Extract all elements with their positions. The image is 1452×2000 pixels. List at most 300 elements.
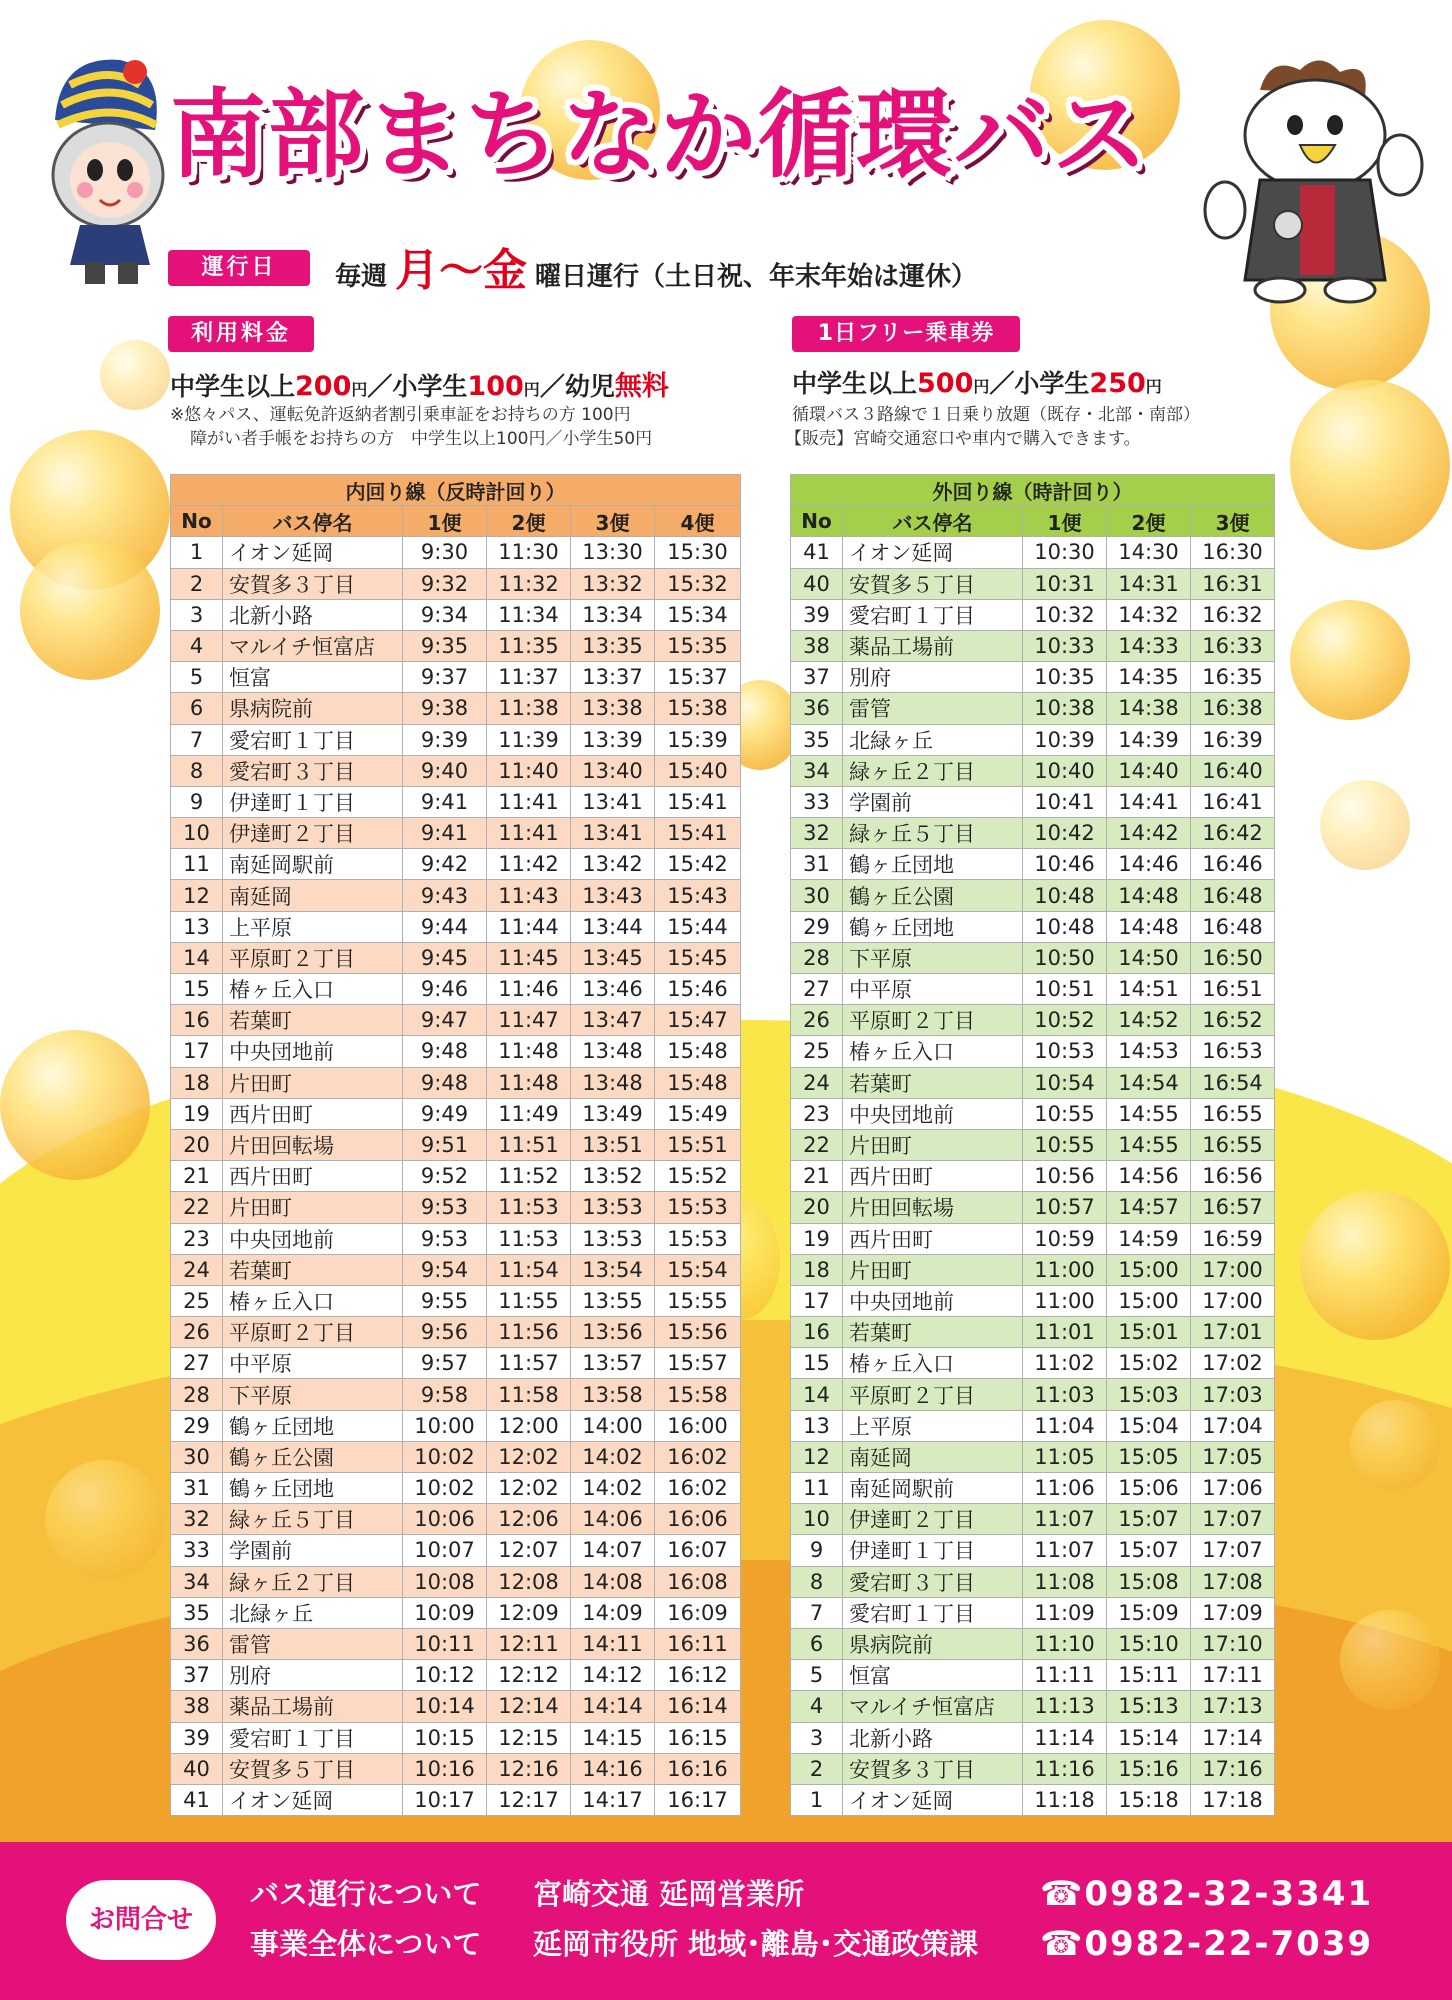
departure-time: 14:11 [571,1628,655,1659]
departure-time: 10:08 [403,1566,487,1597]
pass-label-elementary: ／小学生 [989,369,1090,398]
departure-time: 16:02 [655,1473,741,1504]
table-row [171,599,741,630]
stop-name: 若葉町 [223,1005,403,1036]
departure-time: 11:40 [487,755,571,786]
fare-infant-price: 無料 [614,371,669,402]
table-row [171,1067,741,1098]
stop-number: 20 [791,1192,843,1223]
decor-bubble [45,1460,165,1580]
departure-time: 10:42 [1023,818,1107,849]
departure-time: 10:48 [1023,911,1107,942]
stop-name: 雷管 [223,1628,403,1659]
departure-time: 11:42 [487,849,571,880]
stop-number: 3 [171,599,223,630]
stop-number: 36 [791,693,843,724]
table-row [171,1784,741,1815]
pass-note-1: 循環バス３路線で１日乗り放題（既存・北部・南部） [792,405,1200,425]
stop-number: 21 [171,1161,223,1192]
column-header: 3便 [571,506,655,537]
stop-number: 10 [791,1504,843,1535]
stop-name: 中平原 [223,1348,403,1379]
departure-time: 14:48 [1107,911,1191,942]
pass-label-junior: 中学生以上 [792,369,918,398]
operation-suffix: 曜日運行（土日祝、年末年始は運休） [535,262,978,292]
column-header: 1便 [1023,506,1107,537]
departure-time: 14:53 [1107,1036,1191,1067]
stop-number: 28 [171,1379,223,1410]
departure-time: 15:02 [1107,1348,1191,1379]
stop-number: 34 [171,1566,223,1597]
departure-time: 14:52 [1107,1005,1191,1036]
operation-line [335,243,977,299]
table-row [791,630,1275,661]
departure-time: 14:07 [571,1535,655,1566]
departure-time: 14:50 [1107,942,1191,973]
departure-time: 14:46 [1107,849,1191,880]
stop-number: 39 [171,1722,223,1753]
departure-time: 10:32 [1023,599,1107,630]
departure-time: 10:48 [1023,880,1107,911]
stop-name: イオン延岡 [843,537,1023,568]
departure-time: 14:06 [571,1504,655,1535]
departure-time: 11:13 [1023,1691,1107,1722]
departure-time: 11:38 [487,693,571,724]
departure-time: 14:12 [571,1660,655,1691]
departure-time: 14:16 [571,1753,655,1784]
fare-label-infant: ／幼児 [539,372,615,401]
pass-junior-price: 500 [917,368,974,399]
departure-time: 14:32 [1107,599,1191,630]
departure-time: 11:39 [487,724,571,755]
table-row [171,1036,741,1067]
departure-time: 15:35 [655,630,741,661]
departure-time: 13:32 [571,568,655,599]
stop-number: 16 [791,1317,843,1348]
stop-name: 学園前 [223,1535,403,1566]
departure-time: 12:07 [487,1535,571,1566]
stop-name: 県病院前 [223,693,403,724]
table-row [171,1504,741,1535]
column-header: バス停名 [843,506,1023,537]
departure-time: 13:46 [571,974,655,1005]
stop-number: 6 [171,693,223,724]
departure-time: 11:09 [1023,1597,1107,1628]
departure-time: 15:53 [655,1223,741,1254]
table-row [171,1441,741,1472]
stop-number: 26 [791,1005,843,1036]
departure-time: 17:06 [1191,1473,1275,1504]
outer-loop-caption: 外回り線（時計回り） [791,475,1275,506]
table-row [791,1784,1275,1815]
stop-number: 8 [171,755,223,786]
yen-unit: 円 [1145,377,1162,396]
decor-bubble [1300,1190,1450,1340]
departure-time: 11:14 [1023,1722,1107,1753]
departure-time: 15:00 [1107,1285,1191,1316]
stop-number: 6 [791,1628,843,1659]
stop-number: 13 [791,1410,843,1441]
table-row [791,1129,1275,1160]
departure-time: 9:39 [403,724,487,755]
stop-name: 椿ヶ丘入口 [223,974,403,1005]
stop-name: イオン延岡 [223,1784,403,1815]
decor-bubble [1350,1400,1440,1490]
departure-time: 10:55 [1023,1129,1107,1160]
stop-number: 40 [171,1753,223,1784]
stop-number: 33 [791,786,843,817]
departure-time: 16:41 [1191,786,1275,817]
departure-time: 15:54 [655,1254,741,1285]
departure-time: 11:43 [487,880,571,911]
table-row [791,1691,1275,1722]
stop-number: 41 [791,537,843,568]
table-row [171,942,741,973]
departure-time: 13:41 [571,818,655,849]
departure-time: 12:00 [487,1410,571,1441]
stop-name: 愛宕町３丁目 [843,1566,1023,1597]
departure-time: 16:30 [1191,537,1275,568]
stop-number: 5 [791,1660,843,1691]
stop-name: イオン延岡 [223,537,403,568]
departure-time: 12:17 [487,1784,571,1815]
fare-note-1: ※悠々パス、運転免許返納者割引乗車証をお持ちの方 100円 [170,405,631,425]
departure-time: 13:48 [571,1036,655,1067]
table-row [791,1504,1275,1535]
departure-time: 16:14 [655,1691,741,1722]
departure-time: 17:18 [1191,1784,1275,1815]
departure-time: 10:02 [403,1441,487,1472]
departure-time: 12:09 [487,1597,571,1628]
departure-time: 16:55 [1191,1098,1275,1129]
stop-name: 北緑ヶ丘 [223,1597,403,1628]
departure-time: 11:07 [1023,1504,1107,1535]
departure-time: 9:41 [403,786,487,817]
table-row [791,974,1275,1005]
departure-time: 11:54 [487,1254,571,1285]
stop-number: 26 [171,1317,223,1348]
table-row [791,1285,1275,1316]
table-row [791,1441,1275,1472]
departure-time: 10:59 [1023,1223,1107,1254]
table-row [171,1566,741,1597]
departure-time: 10:00 [403,1410,487,1441]
departure-time: 13:44 [571,911,655,942]
departure-time: 15:16 [1107,1753,1191,1784]
table-row [171,724,741,755]
departure-time: 16:08 [655,1566,741,1597]
departure-time: 14:08 [571,1566,655,1597]
departure-time: 11:45 [487,942,571,973]
table-row [171,693,741,724]
stop-name: 恒富 [843,1660,1023,1691]
departure-time: 14:54 [1107,1067,1191,1098]
stop-number: 29 [171,1410,223,1441]
operation-tag: 運行日 [168,250,310,286]
departure-time: 9:51 [403,1129,487,1160]
table-row [171,911,741,942]
departure-time: 16:12 [655,1660,741,1691]
pass-note-2: 【販売】宮崎交通窓口や車内で購入できます。 [785,429,1141,449]
departure-time: 17:16 [1191,1753,1275,1784]
departure-time: 17:00 [1191,1254,1275,1285]
departure-time: 11:00 [1023,1254,1107,1285]
departure-time: 15:40 [655,755,741,786]
departure-time: 9:30 [403,537,487,568]
stop-name: 下平原 [843,942,1023,973]
stop-number: 9 [791,1535,843,1566]
stop-name: 平原町２丁目 [843,1379,1023,1410]
mascot-left-illustration [40,50,180,290]
table-row [171,974,741,1005]
departure-time: 11:49 [487,1098,571,1129]
stop-name: 愛宕町１丁目 [223,1722,403,1753]
departure-time: 10:17 [403,1784,487,1815]
departure-time: 11:34 [487,599,571,630]
stop-name: 薬品工場前 [223,1691,403,1722]
departure-time: 15:45 [655,942,741,973]
stop-number: 14 [171,942,223,973]
departure-time: 9:48 [403,1036,487,1067]
stop-number: 19 [791,1223,843,1254]
departure-time: 10:56 [1023,1161,1107,1192]
stop-name: 平原町２丁目 [843,1005,1023,1036]
stop-number: 20 [171,1129,223,1160]
departure-time: 10:31 [1023,568,1107,599]
stop-name: 伊達町１丁目 [843,1535,1023,1566]
departure-time: 16:42 [1191,818,1275,849]
departure-time: 13:51 [571,1129,655,1160]
departure-time: 12:02 [487,1473,571,1504]
stop-number: 33 [171,1535,223,1566]
stop-name: 愛宕町１丁目 [843,599,1023,630]
departure-time: 14:17 [571,1784,655,1815]
inner-loop-timetable [170,474,741,1816]
stop-number: 15 [791,1348,843,1379]
departure-time: 16:48 [1191,911,1275,942]
departure-time: 9:56 [403,1317,487,1348]
column-header: No [791,506,843,537]
departure-time: 13:53 [571,1223,655,1254]
departure-time: 11:41 [487,786,571,817]
departure-time: 16:53 [1191,1036,1275,1067]
departure-time: 10:39 [1023,724,1107,755]
departure-time: 11:02 [1023,1348,1107,1379]
stop-number: 35 [171,1597,223,1628]
departure-time: 10:09 [403,1597,487,1628]
departure-time: 14:55 [1107,1129,1191,1160]
fare-label-junior: 中学生以上 [170,372,296,401]
departure-time: 17:10 [1191,1628,1275,1659]
decor-bubble [100,340,170,410]
departure-time: 13:43 [571,880,655,911]
stop-number: 27 [171,1348,223,1379]
departure-time: 11:32 [487,568,571,599]
stop-name: 伊達町２丁目 [223,818,403,849]
departure-time: 11:16 [1023,1753,1107,1784]
table-row [171,1410,741,1441]
table-row [171,630,741,661]
departure-time: 15:10 [1107,1628,1191,1659]
departure-time: 10:30 [1023,537,1107,568]
table-row [171,1597,741,1628]
departure-time: 15:43 [655,880,741,911]
stop-number: 19 [171,1098,223,1129]
stop-name: 安賀多３丁目 [843,1753,1023,1784]
departure-time: 13:54 [571,1254,655,1285]
stop-name: 南延岡駅前 [223,849,403,880]
contact-row2-org: 延岡市役所 地域･離島･交通政策課 [533,1927,979,1961]
departure-time: 15:41 [655,818,741,849]
stop-number: 1 [791,1784,843,1815]
departure-time: 17:07 [1191,1504,1275,1535]
departure-time: 11:03 [1023,1379,1107,1410]
stop-name: 緑ヶ丘２丁目 [843,755,1023,786]
departure-time: 17:03 [1191,1379,1275,1410]
stop-number: 22 [171,1192,223,1223]
table-row [791,1223,1275,1254]
departure-time: 9:32 [403,568,487,599]
departure-time: 14:48 [1107,880,1191,911]
departure-time: 15:53 [655,1192,741,1223]
departure-time: 17:14 [1191,1722,1275,1753]
stop-number: 3 [791,1722,843,1753]
stop-number: 9 [171,786,223,817]
departure-time: 9:37 [403,662,487,693]
departure-time: 12:02 [487,1441,571,1472]
contact-row1-label: バス運行について [250,1877,482,1911]
stop-number: 24 [791,1067,843,1098]
departure-time: 10:38 [1023,693,1107,724]
departure-time: 15:49 [655,1098,741,1129]
departure-time: 15:07 [1107,1535,1191,1566]
departure-time: 10:35 [1023,662,1107,693]
departure-time: 15:52 [655,1161,741,1192]
departure-time: 11:06 [1023,1473,1107,1504]
departure-time: 13:47 [571,1005,655,1036]
table-row [171,1473,741,1504]
departure-time: 17:11 [1191,1660,1275,1691]
stop-name: 若葉町 [223,1254,403,1285]
departure-time: 16:39 [1191,724,1275,755]
column-header: 2便 [1107,506,1191,537]
stop-name: 椿ヶ丘入口 [843,1036,1023,1067]
departure-time: 9:34 [403,599,487,630]
stop-name: 南延岡 [223,880,403,911]
departure-time: 10:52 [1023,1005,1107,1036]
table-row [171,786,741,817]
stop-number: 39 [791,599,843,630]
column-header: 4便 [655,506,741,537]
departure-time: 13:58 [571,1379,655,1410]
departure-time: 16:16 [655,1753,741,1784]
table-row [171,568,741,599]
stop-number: 38 [791,630,843,661]
poster-title: 南部まちなか循環バス [170,79,1150,191]
table-row [791,1254,1275,1285]
stop-number: 17 [171,1036,223,1067]
operation-prefix: 毎週 [335,262,388,292]
departure-time: 17:01 [1191,1317,1275,1348]
decor-bubble [1290,380,1450,550]
stop-name: 恒富 [223,662,403,693]
stop-name: 薬品工場前 [843,630,1023,661]
table-row [791,1067,1275,1098]
departure-time: 10:14 [403,1691,487,1722]
stop-name: 鶴ヶ丘団地 [843,849,1023,880]
table-row [791,1628,1275,1659]
stop-number: 31 [791,849,843,880]
departure-time: 15:47 [655,1005,741,1036]
pass-elementary-price: 250 [1089,368,1146,399]
departure-time: 9:42 [403,849,487,880]
departure-time: 11:48 [487,1036,571,1067]
departure-time: 11:30 [487,537,571,568]
stop-number: 16 [171,1005,223,1036]
stop-number: 22 [791,1129,843,1160]
departure-time: 15:42 [655,849,741,880]
departure-time: 13:52 [571,1161,655,1192]
table-row [171,1660,741,1691]
departure-time: 10:33 [1023,630,1107,661]
table-row [171,755,741,786]
table-row [791,1597,1275,1628]
table-row [171,1317,741,1348]
departure-time: 13:55 [571,1285,655,1316]
departure-time: 16:00 [655,1410,741,1441]
decor-bubble [1290,600,1410,720]
departure-time: 16:46 [1191,849,1275,880]
stop-number: 32 [791,818,843,849]
table-row [791,1161,1275,1192]
stop-name: 安賀多５丁目 [223,1753,403,1784]
yen-unit: 円 [973,377,990,396]
stop-name: 片田回転場 [223,1129,403,1160]
departure-time: 17:05 [1191,1441,1275,1472]
departure-time: 9:38 [403,693,487,724]
departure-time: 14:55 [1107,1098,1191,1129]
departure-time: 9:49 [403,1098,487,1129]
stop-number: 4 [791,1691,843,1722]
departure-time: 10:15 [403,1722,487,1753]
stop-name: 鶴ヶ丘団地 [843,911,1023,942]
table-row [791,880,1275,911]
departure-time: 16:59 [1191,1223,1275,1254]
yen-unit: 円 [351,380,368,399]
stop-name: 南延岡駅前 [843,1473,1023,1504]
departure-time: 16:11 [655,1628,741,1659]
table-row [791,1660,1275,1691]
stop-number: 7 [791,1597,843,1628]
departure-time: 11:44 [487,911,571,942]
stop-number: 2 [171,568,223,599]
departure-time: 12:15 [487,1722,571,1753]
departure-time: 15:00 [1107,1254,1191,1285]
column-header: 1便 [403,506,487,537]
stop-number: 34 [791,755,843,786]
departure-time: 11:41 [487,818,571,849]
table-row [791,786,1275,817]
departure-time: 9:44 [403,911,487,942]
table-row [791,818,1275,849]
table-row [171,1005,741,1036]
departure-time: 17:08 [1191,1566,1275,1597]
stop-number: 28 [791,942,843,973]
departure-time: 9:45 [403,942,487,973]
departure-time: 12:08 [487,1566,571,1597]
departure-time: 12:06 [487,1504,571,1535]
departure-time: 15:30 [655,537,741,568]
